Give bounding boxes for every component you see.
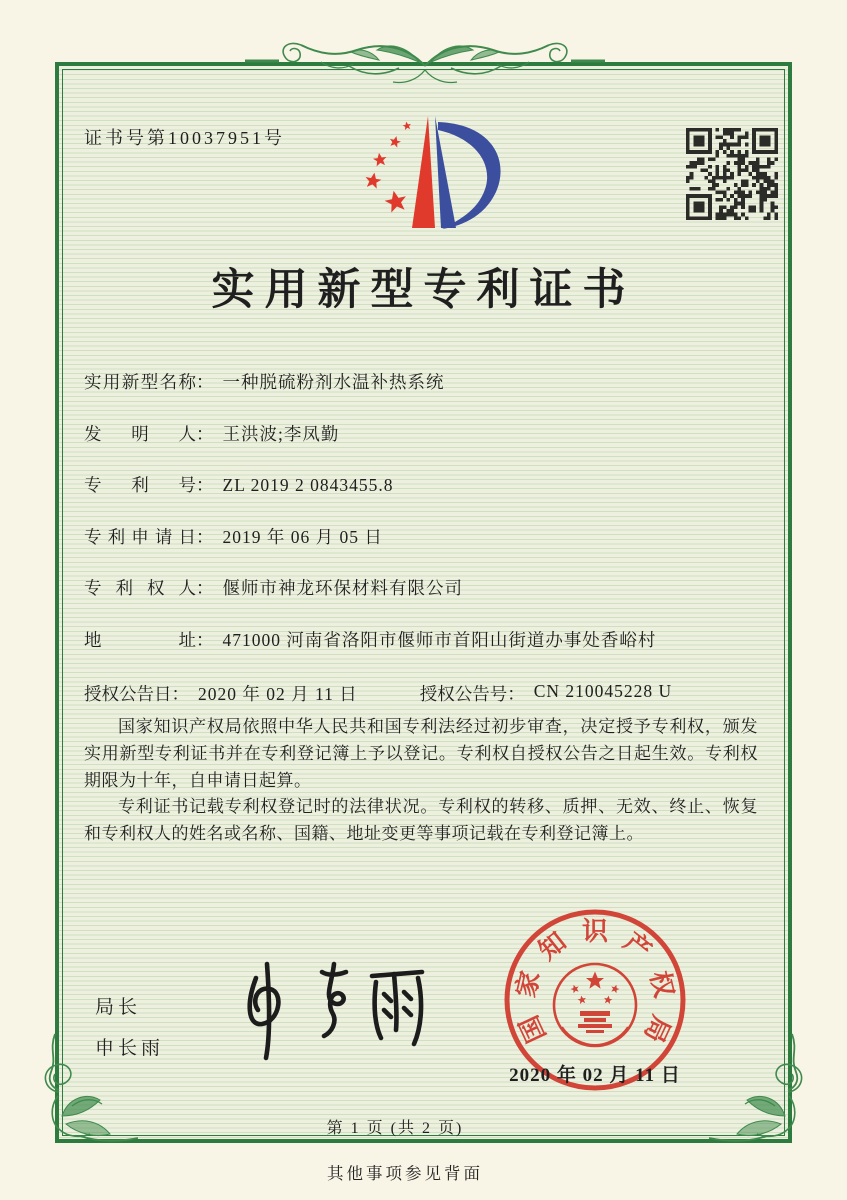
- back-side-note: 其他事项参见背面: [327, 1164, 483, 1183]
- field-row-patent-number: [84, 472, 760, 494]
- field-value: ZL 2019 2 0843455.8: [222, 475, 394, 495]
- svg-text:权: 权: [644, 968, 679, 1001]
- page-number: 第 1 页 (共 2 页): [326, 1120, 464, 1137]
- legal-text: [84, 714, 758, 848]
- field-row-patentee: [84, 575, 760, 597]
- field-label: 实用新型名称: [84, 372, 196, 392]
- cnipa-logo-icon: [342, 108, 512, 238]
- field-label: 专利权人: [84, 578, 196, 598]
- field-colon: ：: [196, 475, 214, 495]
- commissioner-signature: [226, 952, 436, 1070]
- field-label: 专利号: [84, 475, 196, 495]
- field-list: [84, 369, 760, 649]
- field-colon: ：: [196, 423, 214, 444]
- grant-no-value: CN 210045228 U: [533, 681, 673, 701]
- svg-text:识: 识: [581, 916, 609, 946]
- svg-text:国: 国: [514, 1011, 552, 1047]
- grant-no-label: 授权公告号: [419, 684, 508, 704]
- field-row-filing-date: [84, 524, 760, 546]
- field-value: 王洪波;李凤勤: [222, 423, 340, 444]
- field-colon: ：: [507, 684, 525, 704]
- qr-code: [686, 128, 778, 220]
- legal-paragraph-1: 国家知识产权局依照中华人民共和国专利法经过初步审查，决定授予专利权，颁发实用新型专利证书并在专利登记簿上予以登记。专利权自授权公告之日起生效。专利权期限为十年，自申请日起算。: [84, 717, 758, 790]
- field-label: 地址: [84, 629, 196, 650]
- field-value: 偃师市神龙环保材料有限公司: [222, 578, 463, 598]
- top-flourish-ornament: [245, 30, 605, 100]
- field-label: 发明人: [84, 423, 196, 444]
- field-colon: ：: [196, 372, 214, 392]
- certificate-title: 实用新型专利证书: [211, 267, 636, 314]
- commissioner-name: 申长雨: [95, 1038, 165, 1059]
- seal-date: 2020 年 02 月 11 日: [509, 1065, 681, 1086]
- field-value: 一种脱硫粉剂水温补热系统: [222, 372, 445, 392]
- svg-text:知: 知: [533, 926, 572, 966]
- field-colon: ：: [196, 526, 214, 547]
- field-label: 专利申请日: [84, 526, 196, 547]
- svg-text:家: 家: [511, 968, 546, 1001]
- field-value: 2019 年 06 月 05 日: [222, 526, 383, 547]
- field-row-address: [84, 627, 760, 649]
- field-colon: ：: [196, 629, 214, 650]
- grant-date-label: 授权公告日: [84, 684, 172, 704]
- svg-text:局: 局: [638, 1011, 676, 1047]
- legal-paragraph-2: 专利证书记载专利权登记时的法律状况。专利权的转移、质押、无效、终止、恢复和专利权人的姓名或名称、国籍、地址变更等事项记载在专利登记簿上。: [84, 797, 758, 844]
- field-colon: ：: [196, 578, 214, 598]
- grant-date-value: 2020 年 02 月 11 日: [198, 684, 358, 704]
- svg-text:产: 产: [618, 926, 657, 966]
- field-value: 471000 河南省洛阳市偃师市首阳山街道办事处香峪村: [222, 629, 657, 650]
- field-row-inventors: [84, 421, 760, 443]
- field-row-name: [84, 369, 760, 391]
- grant-row: [84, 681, 774, 706]
- field-colon: ：: [171, 684, 189, 704]
- certificate-number: 证书号第10037951号: [84, 128, 285, 148]
- commissioner-title: 局长: [95, 997, 142, 1018]
